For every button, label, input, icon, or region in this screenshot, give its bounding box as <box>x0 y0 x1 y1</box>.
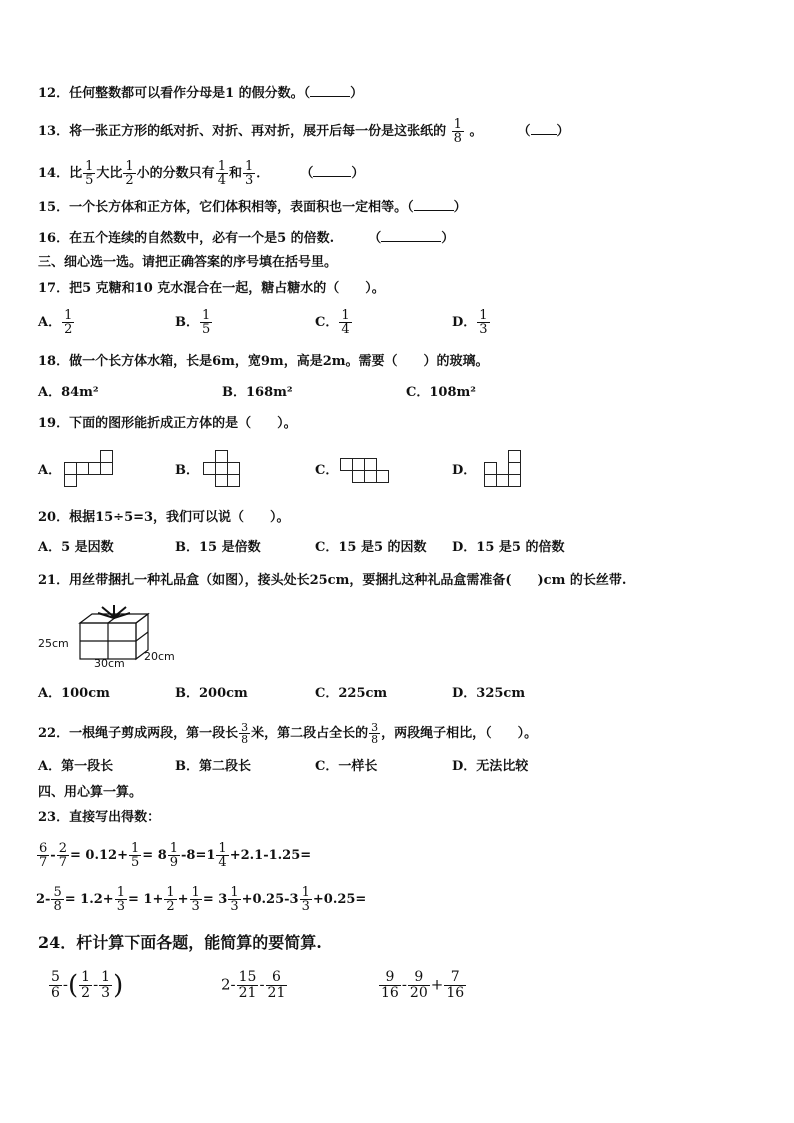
option-b[interactable]: B．第二段长 <box>175 759 251 774</box>
fraction: $\frac{1}{4}$ <box>217 159 226 188</box>
option-b[interactable]: B．200cm <box>175 686 248 701</box>
question-18: 18．做一个长方体水箱，长是6m，宽9m，高是2m。需要（ ）的玻璃。 <box>38 354 489 369</box>
question-16: 16．在五个连续的自然数中，必有一个是5 的倍数. （ ） <box>38 231 455 246</box>
question-20: 20．根据15÷5=3，我们可以说（ ）。 <box>38 510 290 525</box>
mental-calc-row-2: 2- $\frac{5}{8}$ = 1.2+ $\frac{1}{3}$ = 1+ $\frac{1}{2}$ + $\frac{1}{3}$ = 3 $\frac{1}{3}$ +0.25-3 $\frac{1}{3}$ +0.25= <box>36 885 367 914</box>
section-heading: 四、用心算一算。 <box>38 785 143 800</box>
height-label: 25cm <box>38 637 69 650</box>
answer-blank[interactable] <box>381 229 441 242</box>
question-21: 21．用丝带捆扎一种礼品盒（如图），接头处长25cm，要捆扎这种礼品盒需准备( )cm 的长丝带. <box>38 573 627 588</box>
question-17: 17．把5 克糖和10 克水混合在一起，糖占糖水的（ ）。 <box>38 281 385 296</box>
fraction: $\frac{1}{5}$ <box>85 159 94 188</box>
width-label: 20cm <box>144 650 175 663</box>
length-label: 30cm <box>94 657 125 670</box>
question-24: 24．杆计算下面各题，能简算的要简算. <box>38 933 322 952</box>
option-d[interactable]: D．无法比较 <box>452 759 529 774</box>
mental-calc-row-1: $\frac{6}{7}$ - $\frac{2}{7}$ = 0.12+ $\frac{1}{5}$ = 8 $\frac{1}{9}$ -8=1 $\frac{1}{4}$ +2.1-1.25= <box>39 841 312 870</box>
option-b[interactable]: B． <box>175 463 199 478</box>
cube-net-b <box>203 450 247 492</box>
option-a[interactable]: A．100cm <box>38 686 110 701</box>
calc-problem-2: 2- $\frac{15}{21}$ - $\frac{6}{21}$ <box>221 969 286 1001</box>
answer-blank[interactable] <box>414 198 454 211</box>
option-c[interactable]: C． $\frac{1}{4}$ <box>315 308 350 337</box>
question-22: 22．一根绳子剪成两段，第一段长 $\frac{3}{8}$ 米，第二段占全长的 $\frac{3}{8}$ ，两段绳子相比，（ ）。 <box>38 721 538 746</box>
question-12: 12．任何整数都可以看作分母是1 的假分数。（ ） <box>38 86 364 101</box>
question-14: 14．比 $\frac{1}{5}$ 大比 $\frac{1}{2}$ 小的分数只有 $\frac{1}{4}$ 和 $\frac{1}{3}$ ． （ ） <box>38 159 365 188</box>
option-c[interactable]: C．108m² <box>406 385 476 400</box>
option-d[interactable]: D．325cm <box>452 686 526 701</box>
calc-problem-1: $\frac{5}{6}$ -( $\frac{1}{2}$ - $\frac{1}{3}$ ) <box>51 969 124 1001</box>
question-19: 19．下面的图形能折成正方体的是（ ）。 <box>38 416 297 431</box>
cube-net-c <box>340 458 394 486</box>
answer-blank[interactable] <box>310 84 350 97</box>
option-b[interactable]: B．15 是倍数 <box>175 540 261 555</box>
option-c[interactable]: C．一样长 <box>315 759 378 774</box>
option-a[interactable]: A． <box>38 463 62 478</box>
option-d[interactable]: D． $\frac{1}{3}$ <box>452 308 488 337</box>
cube-net-d <box>484 450 526 492</box>
option-b[interactable]: B．168m² <box>222 385 293 400</box>
cube-net-a <box>64 450 118 490</box>
answer-blank[interactable] <box>531 122 557 135</box>
section-heading: 三、细心选一选。请把正确答案的序号填在括号里。 <box>38 255 338 270</box>
question-23: 23．直接写出得数： <box>38 810 161 825</box>
option-c[interactable]: C．225cm <box>315 686 388 701</box>
fraction: $\frac{1}{3}$ <box>244 159 254 188</box>
fraction: $\frac{1}{2}$ <box>125 159 134 188</box>
option-d[interactable]: D．15 是5 的倍数 <box>452 540 565 555</box>
option-c[interactable]: C． <box>315 463 339 478</box>
option-c[interactable]: C．15 是5 的因数 <box>315 540 427 555</box>
option-d[interactable]: D． <box>452 463 477 478</box>
option-b[interactable]: B． $\frac{1}{5}$ <box>175 308 211 337</box>
question-13: 13．将一张正方形的纸对折、对折、再对折，展开后每一份是这张纸的 $\frac{1}{8}$ 。 （ ） <box>38 117 570 146</box>
option-a[interactable]: A．84m² <box>38 385 99 400</box>
fraction: $\frac{1}{8}$ <box>453 117 462 146</box>
option-a[interactable]: A．第一段长 <box>38 759 114 774</box>
answer-blank[interactable] <box>313 164 351 177</box>
calc-problem-3: $\frac{9}{16}$ - $\frac{9}{20}$ + $\frac{7}{16}$ <box>381 969 465 1001</box>
question-15: 15．一个长方体和正方体，它们体积相等，表面积也一定相等。（ ） <box>38 200 467 215</box>
option-a[interactable]: A．5 是因数 <box>38 540 114 555</box>
option-a[interactable]: A． $\frac{1}{2}$ <box>38 308 73 337</box>
